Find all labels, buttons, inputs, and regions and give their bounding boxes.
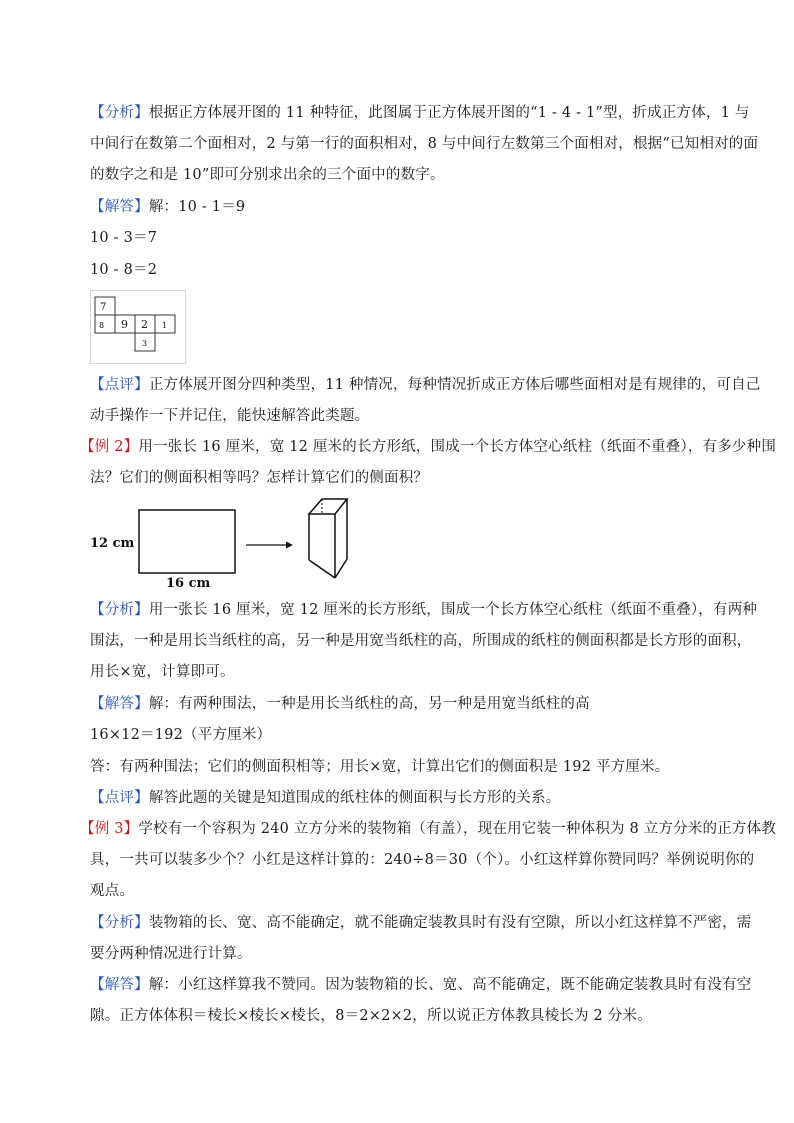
arrow-icon <box>246 542 293 549</box>
comment-line: 动手操作一下并记住，能快速解答此类题。 <box>90 408 370 424</box>
answer-line: 10 - 3＝7 <box>90 230 158 246</box>
example-3-text: 学校有一个容积为 240 立方分米的装物箱（有盖），现在用它装一种体积为 8 立方分米的正方体教 <box>138 821 777 837</box>
comment-tag: 【点评】 <box>90 790 149 806</box>
net-cell-label: 3 <box>142 339 148 348</box>
answer-line: 10 - 8＝2 <box>90 262 158 278</box>
height-label: 12 cm <box>90 536 135 551</box>
answer-text: 解：有两种围法，一种是用长当纸柱的高，另一种是用宽当纸柱的高 <box>148 696 590 712</box>
answer-tag: 【解答】 <box>90 199 149 215</box>
cube-net-figure <box>90 290 186 364</box>
analysis-line: 围法，一种是用长当纸柱的高，另一种是用宽当纸柱的高，所围成的纸柱的侧面积都是长方形的面积， <box>90 633 752 649</box>
analysis-text: 根据正方体展开图的 11 种特征，此图属于正方体展开图的“1 - 4 - 1”型，折成正方体，1 与 <box>148 105 750 121</box>
width-label: 16 cm <box>166 576 211 591</box>
answer-tag: 【解答】 <box>90 977 149 993</box>
example-2-tag: 【例 2】 <box>80 439 139 455</box>
answer-line <box>90 694 730 714</box>
net-cell-label: 1 <box>162 321 168 330</box>
example-3-question <box>80 819 777 839</box>
example-2-question <box>80 437 777 457</box>
analysis-text: 用一张长 16 厘米，宽 12 厘米的长方形纸，围成一个长方体空心纸柱（纸面不重叠），有两种 <box>148 602 758 618</box>
answer-line: 答：有两种围法；它们的侧面积相等；用长×宽，计算出它们的侧面积是 192 平方厘米。 <box>90 759 670 775</box>
example-3-question: 观点。 <box>90 883 135 899</box>
analysis-line <box>90 103 750 123</box>
example-3-tag: 【例 3】 <box>80 821 139 837</box>
comment-text: 解答此题的关键是知道围成的纸柱体的侧面积与长方形的关系。 <box>148 790 561 806</box>
answer-line: 16×12＝192（平方厘米） <box>90 727 272 743</box>
paper-rectangle <box>139 510 235 573</box>
net-cell-label: 2 <box>141 318 148 331</box>
analysis-text: 装物箱的长、宽、高不能确定，就不能确定装教具时有没有空隙，所以小红这样算不严密，需 <box>148 915 752 931</box>
analysis-tag: 【分析】 <box>90 602 149 618</box>
comment-line <box>90 788 730 808</box>
comment-line <box>90 375 761 395</box>
analysis-line: 要分两种情况进行计算。 <box>90 946 252 962</box>
net-cell-label: 9 <box>121 318 128 331</box>
example-2-question: 法？它们的侧面积相等吗？怎样计算它们的侧面积？ <box>90 470 429 486</box>
answer-line <box>90 975 752 995</box>
answer-tag: 【解答】 <box>90 696 149 712</box>
answer-text: 解：10 - 1＝9 <box>148 199 246 215</box>
answer-line <box>90 197 730 217</box>
example-3-question: 具，一共可以装多少个？小红是这样计算的：240÷8＝30（个）。小红这样算你赞同吗？举例说明你的 <box>90 852 755 868</box>
example-2-text: 用一张长 16 厘米，宽 12 厘米的长方形纸，围成一个长方体空心纸柱（纸面不重叠），有多少种围 <box>138 439 777 455</box>
analysis-line: 中间行在数第二个面相对，2 与第一行的面积相对，8 与中间行左数第三个面相对，根据“已知相对的面 <box>90 136 759 152</box>
net-cell-label: 7 <box>100 302 107 313</box>
analysis-line: 用长×宽，计算即可。 <box>90 664 235 680</box>
net-cell-label: 8 <box>99 321 105 330</box>
answer-text: 解：小红这样算我不赞同。因为装物箱的长、宽、高不能确定，既不能确定装教具时有没有空 <box>148 977 752 993</box>
paper-to-prism-figure <box>88 495 388 591</box>
analysis-line: 的数字之和是 10”即可分别求出余的三个面中的数字。 <box>90 167 445 183</box>
analysis-line <box>90 913 752 933</box>
comment-text: 正方体展开图分四种类型，11 种情况，每种情况折成正方体后哪些面相对是有规律的，可自己 <box>148 377 761 393</box>
answer-line: 隙。正方体体积＝棱长×棱长×棱长，8＝2×2×2，所以说正方体教具棱长为 2 分米。 <box>90 1008 652 1024</box>
analysis-line <box>90 600 758 620</box>
analysis-tag: 【分析】 <box>90 915 149 931</box>
comment-tag: 【点评】 <box>90 377 149 393</box>
analysis-tag: 【分析】 <box>90 105 149 121</box>
prism-icon <box>309 499 347 578</box>
